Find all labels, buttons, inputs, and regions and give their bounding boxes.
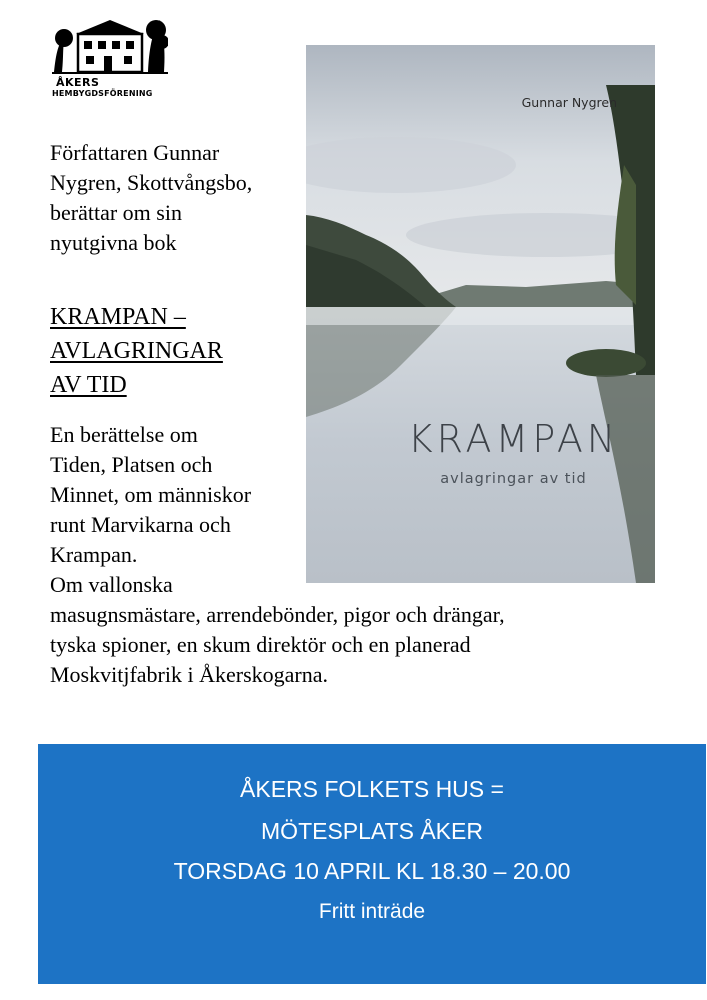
intro-line: berättar om sin [50, 200, 182, 225]
venue-line: ÅKERS FOLKETS HUS = [240, 776, 504, 802]
body-line: En berättelse om [50, 422, 198, 447]
body-line: Krampan. [50, 542, 138, 567]
headline-line: AVLAGRINGAR [50, 338, 223, 364]
admission-line: Fritt inträde [318, 900, 426, 923]
house-with-trees-logo-icon [52, 14, 168, 76]
intro-line: nyutgivna bok [50, 230, 177, 255]
event-info-banner [38, 744, 706, 984]
headline-line: AV TID [50, 372, 127, 398]
cover-author: Gunnar Nygren [521, 95, 617, 110]
body-line: Om vallonska [50, 572, 173, 597]
intro-text [50, 138, 300, 258]
logo-text-hembygdsforening: HEMBYGDSFÖRENING [52, 89, 153, 98]
meeting-place-line: MÖTESPLATS ÅKER [261, 818, 483, 844]
intro-line: Nygren, Skottvångsbo, [50, 170, 253, 195]
cover-subtitle: avlagringar av tid [440, 471, 587, 487]
body-line: runt Marvikarna och [50, 512, 231, 537]
lake-landscape-icon [306, 45, 655, 583]
book-cover [306, 45, 655, 583]
hembygdsforening-logo [52, 14, 168, 104]
body-line: Tiden, Platsen och [50, 452, 213, 477]
intro-line: Författaren Gunnar [50, 140, 220, 165]
headline-line: KRAMPAN – [50, 304, 186, 330]
body-line: tyska spioner, en skum direktör och en planerad [50, 632, 471, 657]
date-time-line: TORSDAG 10 APRIL KL 18.30 – 20.00 [173, 858, 571, 884]
body-line: Minnet, om människor [50, 482, 252, 507]
body-line: Moskvitjfabrik i Åkerskogarna. [50, 662, 328, 687]
logo-text-akers: ÅKERS [56, 76, 100, 89]
body-line: masugnsmästare, arrendebönder, pigor och drängar, [50, 602, 505, 627]
book-title-heading [50, 300, 300, 402]
cover-title: KRAMPAN [407, 417, 620, 461]
